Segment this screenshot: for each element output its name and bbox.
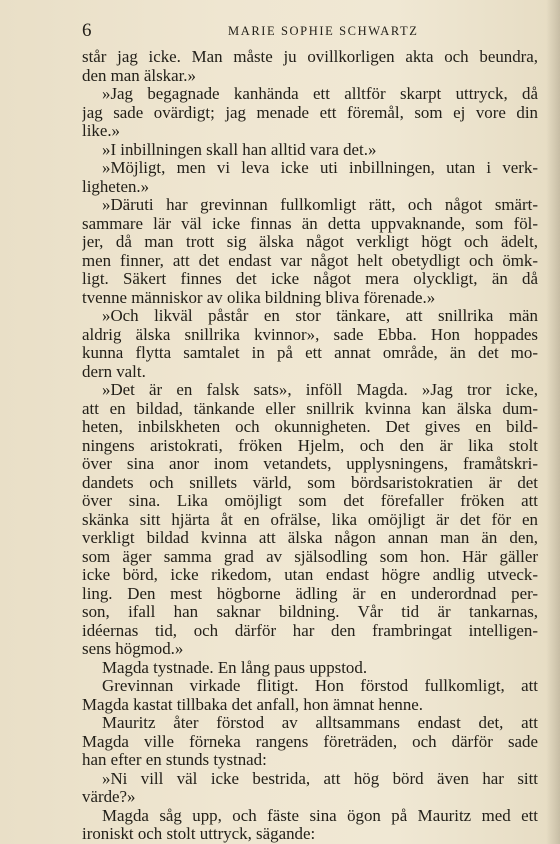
text-line: icke börd, icke rikedom, utan endast högre andlig utveck- (82, 566, 538, 584)
text-line: att en bildad, tänkande eller snillrik kvinna kan älska dum- (82, 399, 538, 418)
page-header (82, 20, 538, 42)
text-line: Magda ville förneka rangens företräden, och därför sade (82, 732, 538, 751)
text-line: ligt. Säkert finnes det icke något mera olyckligt, än då (82, 270, 538, 288)
text-line: den man älskar.» (82, 66, 196, 85)
text-line: ligheten.» (82, 177, 150, 196)
text-line: tvenne människor av olika bildning bliva förenade.» (82, 288, 436, 307)
text-line: över sina. Lika omöjligt som det förefaller fröken att (82, 492, 538, 510)
text-line: Mauritz åter förstod av alltsammans endast det, att (102, 714, 538, 732)
text-line: över sina anor inom vetandets, upplysningens, framåtskri- (82, 455, 538, 473)
text-line: dern valt. (82, 362, 146, 381)
text-line: sammare lär väl icke finnas än detta uppvaknande, som föl- (82, 214, 538, 233)
text-line: »Ni vill väl icke bestrida, att hög börd även har sitt (102, 769, 538, 788)
text-line: »Det är en falsk sats», inföll Magda. »Jag tror icke, (102, 381, 538, 399)
text-line: skänka sitt hjärta åt en ofrälse, lika omöjligt är det för en (82, 510, 538, 529)
text-line: verkligt bildad kvinna att älska någon annan man än den, (82, 529, 538, 547)
text-line: like.» (82, 122, 120, 140)
text-line: men finner, att det endast var något helt obetydligt och ömk- (82, 251, 538, 270)
text-line: står jag icke. Man måste ju ovillkorligen akta och beundra, (82, 48, 538, 66)
text-line: sens högmod.» (82, 640, 184, 658)
page-number: 6 (82, 20, 92, 41)
text-line: ironiskt och stolt uttryck, sägande: (82, 825, 316, 843)
text-line: han efter en stunds tystnad: (82, 751, 267, 769)
text-line: »Däruti har grevinnan fullkomligt rätt, och något smärt- (102, 196, 538, 214)
text-line: Magda såg upp, och fäste sina ögon på Mauritz med ett (102, 806, 538, 825)
text-line: »I inbillningen skall han alltid vara det.» (102, 140, 377, 159)
text-line: jer, då man trott sig älska något verkligt högt och ädelt, (82, 233, 538, 251)
text-line: heten, inbilskheten och okunnigheten. Det gives en bild- (82, 418, 538, 436)
text-line: »Jag begagnade kanhända ett alltför skarpt uttryck, då (102, 85, 538, 103)
text-line: idéernas tid, och därför har den frambringat intelligen- (82, 621, 538, 640)
text-line: ling. Den mest högborne ädling är en underordnad per- (82, 584, 538, 603)
text-line: »Och likväl påstår en stor tänkare, att snillrika män (102, 307, 538, 325)
text-line: »Möjligt, men vi leva icke uti inbillningen, utan i verk- (102, 159, 538, 177)
text-line: kunna flytta samtalet in på ett annat område, än det mo- (82, 344, 538, 362)
text-line: värde?» (82, 788, 136, 806)
body-text (82, 48, 538, 844)
text-line: Magda tystnade. En lång paus uppstod. (102, 658, 368, 677)
text-line: aldrig älska snillrika kvinnor», sade Ebba. Hon hoppades (82, 325, 538, 344)
text-line: jag sade ovärdigt; jag menade ett föremål, som ej vore din (82, 103, 538, 122)
text-line: son, ifall han saknar bildning. Vår tid är tankarnas, (82, 603, 538, 621)
text-line: dandets och snillets värld, som bördsaristokratien är det (82, 473, 538, 492)
text-line: som äger samma grad av själsodling som hon. Här gäller (82, 547, 538, 566)
text-line: ningens aristokrati, fröken Hjelm, och den är lika stolt (82, 436, 538, 455)
running-head: MARIE SOPHIE SCHWARTZ (228, 24, 419, 38)
text-line: Grevinnan virkade flitigt. Hon förstod fullkomligt, att (102, 677, 538, 695)
text-line: Magda kastat tillbaka det anfall, hon ämnat henne. (82, 695, 423, 714)
